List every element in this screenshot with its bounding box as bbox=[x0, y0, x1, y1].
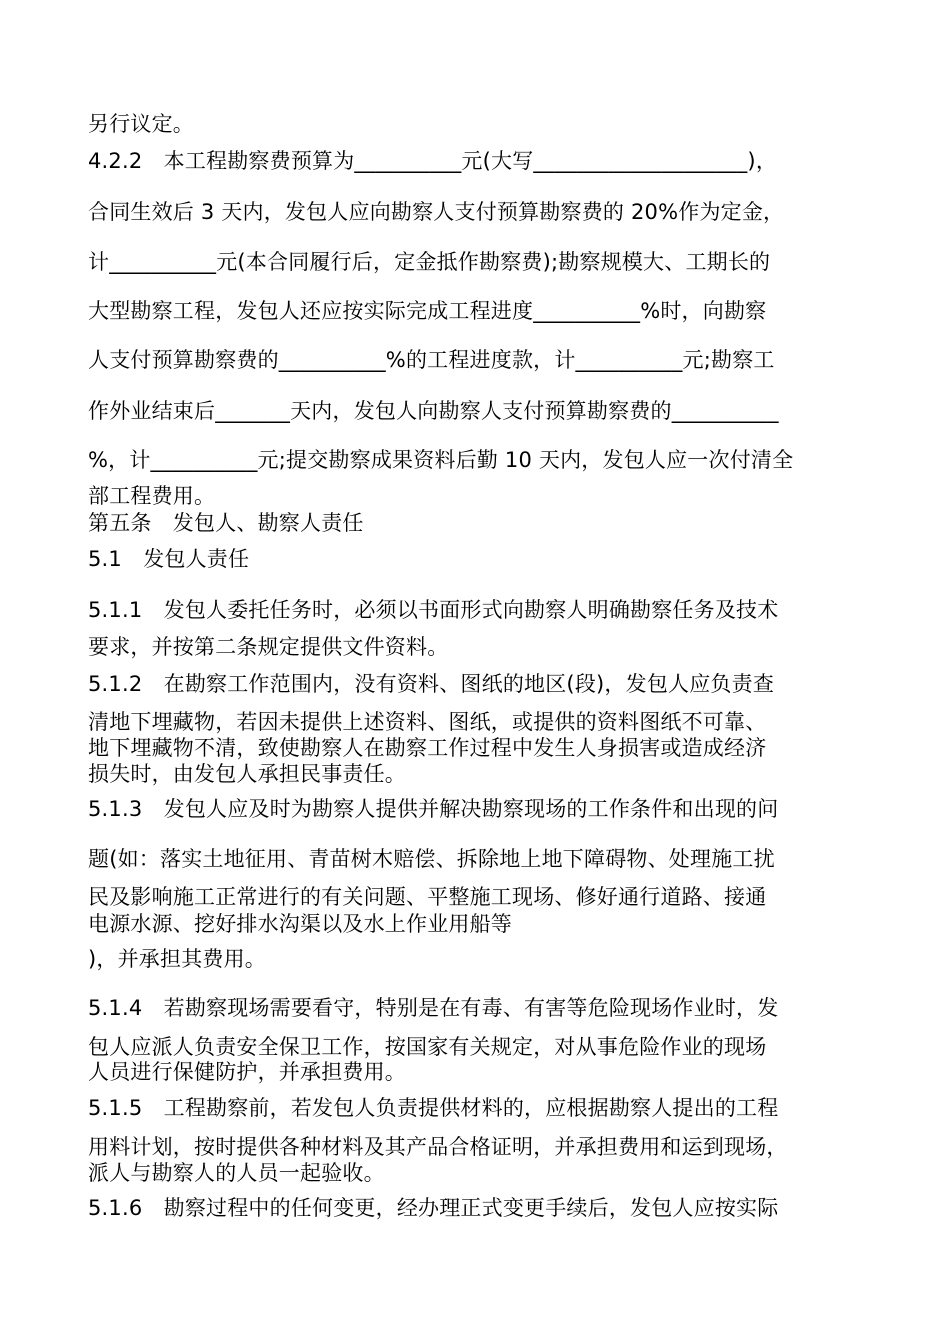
text-line: 民及影响施工正常进行的有关问题、平整施工现场、修好通行道路、接通 bbox=[88, 885, 767, 909]
text-line: 人员进行保健防护，并承担费用。 bbox=[88, 1060, 406, 1084]
text-line: 5.1.2 在勘察工作范围内，没有资料、图纸的地区(段)，发包人应负责查 bbox=[88, 672, 775, 696]
section-heading: 第五条 发包人、勘察人责任 bbox=[88, 511, 364, 535]
text-line: 清地下埋藏物，若因未提供上述资料、图纸，或提供的资料图纸不可靠、 bbox=[88, 710, 767, 734]
text-line: 大型勘察工程，发包人还应按实际完成工程进度__________%时，向勘察 bbox=[88, 299, 767, 323]
text-line: 5.1.4 若勘察现场需要看守，特别是在有毒、有害等危险现场作业时，发 bbox=[88, 996, 779, 1020]
text-line: 人支付预算勘察费的__________%的工程进度款，计__________元;勘察工 bbox=[88, 348, 775, 372]
text-line: 4.2.2 本工程勘察费预算为__________元(大写____________________)， bbox=[88, 149, 778, 173]
text-line: %，计__________元;提交勘察成果资料后勤 10 天内，发包人应一次付清全 bbox=[88, 448, 794, 472]
text-line: 计__________元(本合同履行后，定金抵作勘察费);勘察规模大、工期长的 bbox=[88, 250, 771, 274]
text-line: 5.1.5 工程勘察前，若发包人负责提供材料的，应根据勘察人提出的工程 bbox=[88, 1096, 779, 1120]
text-line: 题(如：落实土地征用、青苗树木赔偿、拆除地上地下障碍物、处理施工扰 bbox=[88, 847, 775, 871]
text-line: 地下埋藏物不清，致使勘察人在勘察工作过程中发生人身损害或造成经济 bbox=[88, 736, 767, 760]
text-line: 派人与勘察人的人员一起验收。 bbox=[88, 1161, 385, 1185]
text-line: 5.1.3 发包人应及时为勘察人提供并解决勘察现场的工作条件和出现的问 bbox=[88, 797, 779, 821]
text-line: )，并承担其费用。 bbox=[88, 947, 266, 971]
text-line: 电源水源、挖好排水沟渠以及水上作业用船等 bbox=[88, 912, 512, 936]
text-line: 损失时，由发包人承担民事责任。 bbox=[88, 762, 406, 786]
text-line: 包人应派人负责安全保卫工作，按国家有关规定，对从事危险作业的现场 bbox=[88, 1035, 767, 1059]
text-line: 要求，并按第二条规定提供文件资料。 bbox=[88, 635, 449, 659]
text-line: 5.1.1 发包人委托任务时，必须以书面形式向勘察人明确勘察任务及技术 bbox=[88, 598, 779, 622]
text-line: 用料计划，按时提供各种材料及其产品合格证明，并承担费用和运到现场， bbox=[88, 1135, 788, 1159]
text-line: 另行议定。 bbox=[88, 112, 194, 136]
text-line: 5.1.6 勘察过程中的任何变更，经办理正式变更手续后，发包人应按实际 bbox=[88, 1196, 779, 1220]
text-line: 作外业结束后_______天内，发包人向勘察人支付预算勘察费的__________ bbox=[88, 399, 779, 423]
subsection-heading: 5.1 发包人责任 bbox=[88, 547, 250, 571]
text-line: 部工程费用。 bbox=[88, 484, 216, 508]
text-line: 合同生效后 3 天内，发包人应向勘察人支付预算勘察费的 20%作为定金， bbox=[88, 200, 785, 224]
